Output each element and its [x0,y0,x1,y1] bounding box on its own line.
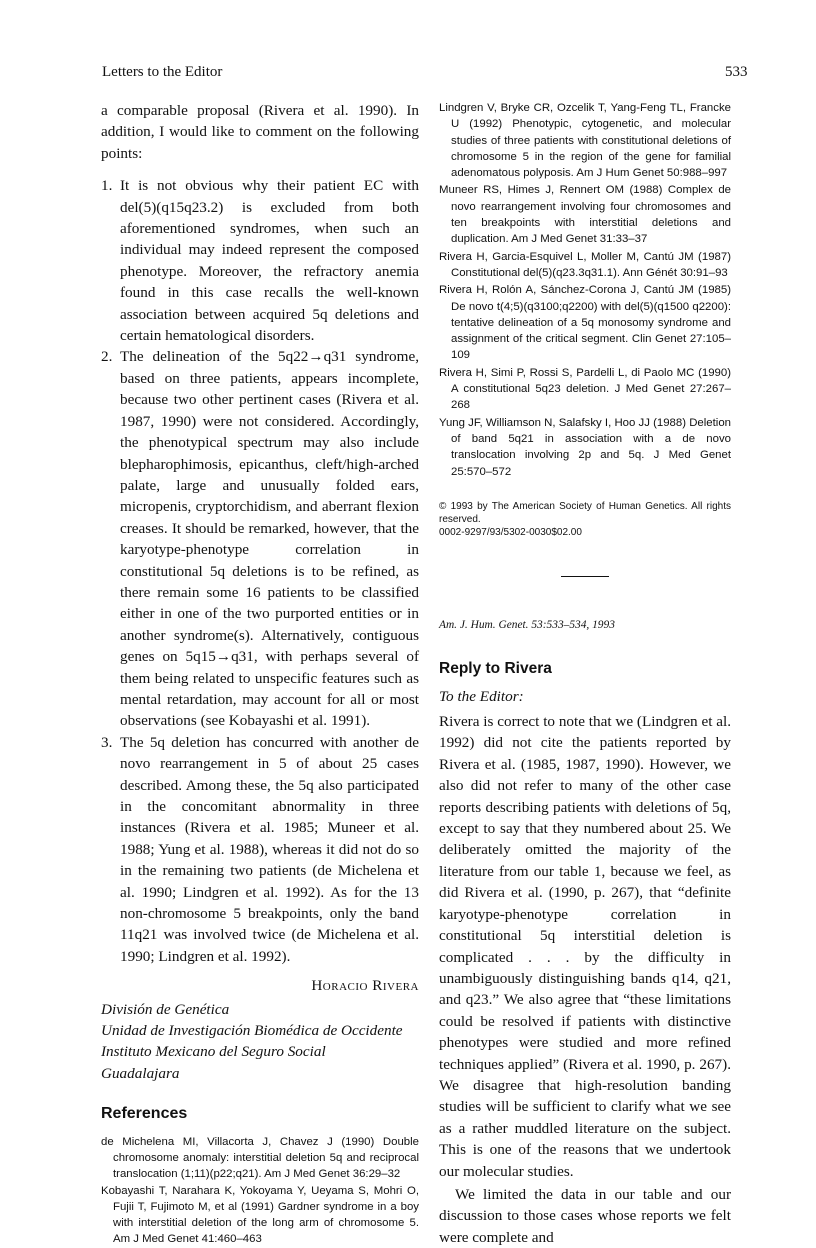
point-text: The 5q deletion has concurred with another de novo rearrangement in 5 of about 25 cases described. Among these, the 5q also participated in the concomitant abnormality in three instances (Rivera et al. 1985; Muneer et al. 1988; Yung et al. 1988), whereas it did not do so in the remaining two patients (de Michelena et al. 1990; Lindgren et al. 1992). As for the 13 non-chromosome 5 breakpoints, only the band 11q21 was involved twice (de Michelena et al. 1990; Lindgren et al. 1992). [120,733,419,965]
reference-item: de Michelena MI, Villacorta J, Chavez J (1990) Double chromosome anomaly: interstitial deletion 5q and reciprocal translocation (1;11)(p22;q21). Am J Med Genet 36:29–32 [101,1135,419,1181]
reply-paragraph: Rivera is correct to note that we (Lindgren et al. 1992) did not cite the patients reported by Rivera et al. (1985, 1987, 1990). However, we also did not refer to many of the other case reports describing patients with deletions of 5q, except to say that they numbered about 25. We deliberately omitted the majority of the literature from our table 1, because we feel, as did Rivera et al. (1990, p. 267), that “definite karyotype-phenotype correlation in constitutional 5q interstitial deletion is complicated . . . by the difficulty in unambiguously distinguishing bands q14, q21, and q23.” We also agree that “these limitations could be resolved if patients with distinctive phenotypes were studied and more refined techniques applied” (Rivera et al. 1990, p. 267). We disagree that high-resolution banding studies will be sufficient to clarify what we see as a rather muddled literature on the subject. This is one of the reasons that we undertook our molecular studies. [439,713,731,1180]
section-divider [561,576,609,577]
point-number: 2. [101,348,113,366]
copyright-line: © 1993 by The American Society of Human Genetics. All rights reserved. [439,500,731,525]
affiliation-line: Instituto Mexicano del Seguro Social [101,1043,326,1061]
references-heading: References [101,1105,188,1123]
page-number: 533 [725,64,748,80]
affiliation [101,999,419,1085]
point-number: 1. [101,177,113,195]
affiliation-line: Guadalajara [101,1064,180,1082]
reply-title: Reply to Rivera [439,660,552,678]
list-item [101,732,419,967]
reply-salutation: To the Editor: [439,687,524,705]
right-column [439,100,731,1248]
signature: Horacio Rivera [311,977,419,995]
reference-item: Muneer RS, Himes J, Rennert OM (1988) Complex de novo rearrangement involving four chromosomes and ten breakpoints with interstitial deletions and duplication. Am J Med Genet 31:33–37 [439,184,731,246]
copyright-line: 0002-9297/93/5302-0030$02.00 [439,526,582,538]
list-item [101,175,419,346]
affiliation-line: División de Genética [101,1000,230,1018]
reference-item: Kobayashi T, Narahara K, Yokoyama Y, Ueyama S, Mohri O, Fujii T, Fujimoto M, et al (1991) Gardner syndrome in a boy with interstitial deletion of the long arm of chromosome 5. Am J Med Genet 41:460–463 [101,1184,419,1246]
point-number: 3. [101,733,113,751]
running-title: Letters to the Editor [102,64,223,80]
list-item [101,346,419,731]
reference-item: Lindgren V, Bryke CR, Ozcelik T, Yang-Feng TL, Francke U (1992) Phenotypic, cytogenetic, and molecular studies of three patients with constitutional deletions of chromosome 5 in the region of the gene for familial adenomatous polyposis. Am J Hum Genet 50:988–997 [439,102,731,180]
points-list [101,175,419,967]
copyright-notice [439,500,731,539]
affiliation-line: Unidad de Investigación Biomédica de Occidente [101,1022,403,1040]
point-text: It is not obvious why their patient EC with del(5)(q15q23.2) is excluded from both aforementioned syndromes, when such an individual may indeed represent the composed phenotype. Moreover, the refractory anemia found in this case recalls the well-known association between acquired 5q deletions and certain hematological disorders. [120,177,419,345]
reference-item: Rivera H, Rolón A, Sánchez-Corona J, Cantú JM (1985) De novo t(4;5)(q3100;q2200) with del(5)(q1500 q2200): tentative delineation of a 5q monosomy syndrome and assignment of the critical segment. Clin Genet 27:105–109 [439,284,731,362]
references-left [101,1134,419,1248]
reply-paragraph: We limited the data in our table and our discussion to those cases whose reports we felt were complete and [439,1185,731,1246]
references-right [439,100,731,480]
point-text: The delineation of the 5q22→q31 syndrome, based on three patients, appears incomplete, because two other pertinent cases (Rivera et al. 1987, 1990) were not considered. Accordingly, the phenotypical spectrum may also include blepharophimosis, epicanthus, cleft/high-arched palate, large and unusually folded ears, micropenis, cryptorchidism, and aberrant flexion creases. It should be remarked, however, that the karyotype-phenotype correlation in constitutional 5q deletions is to be refined, as there remain some 16 patients to be classified either in one of the two purported entities or in another syndrome(s). Alternatively, contiguous genes on 5q15→q31, with perhaps several of them being related to unspecific features such as mental retardation, may account for all or most observations (see Kobayashi et al. 1991). [120,348,419,730]
reference-item: Yung JF, Williamson N, Salafsky I, Hoo JJ (1988) Deletion of band 5q21 in association with a de novo translocation involving 2p and 5q. J Med Genet 25:570–572 [439,416,731,478]
reference-item: Rivera H, Garcia-Esquivel L, Moller M, Cantú JM (1987) Constitutional del(5)(q23.3q31.1). Ann Génét 30:91–93 [439,250,731,279]
reference-item: Rivera H, Simi P, Rossi S, Pardelli L, di Paolo MC (1990) A constitutional 5q23 deletion. J Med Genet 27:267–268 [439,366,731,412]
left-column [101,100,419,1248]
letter-intro: a comparable proposal (Rivera et al. 1990). In addition, I would like to comment on the following points: [101,102,419,162]
reply-citation: Am. J. Hum. Genet. 53:533–534, 1993 [439,618,615,631]
